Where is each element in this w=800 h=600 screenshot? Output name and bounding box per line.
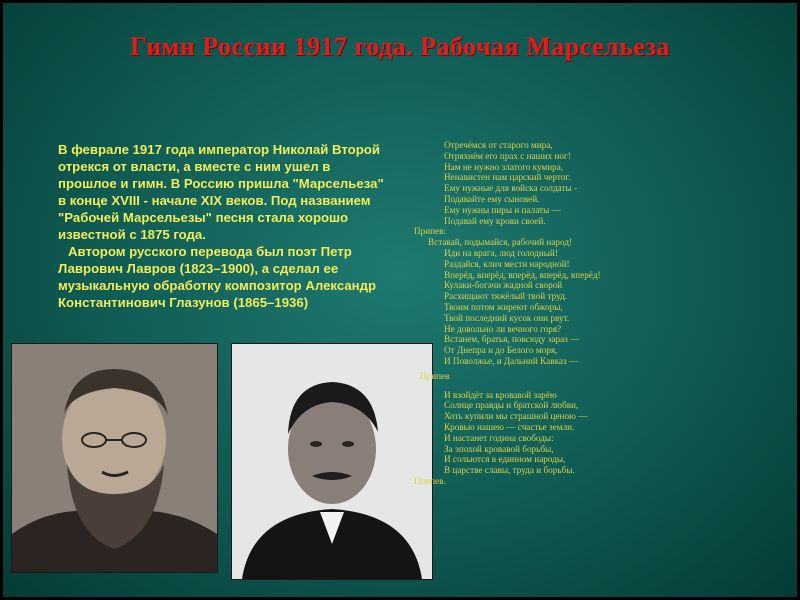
lyric-line: Иди на врага, люд голодный! xyxy=(444,247,558,258)
lavrov-portrait xyxy=(12,344,217,572)
lyric-line: Ему нужные для войска солдаты - xyxy=(444,183,578,194)
lyric-line: И Поволжье, и Дальний Кавказ — xyxy=(444,355,579,366)
lyric-line: Вперёд, вперёд, вперёд, вперёд, вперёд! xyxy=(444,269,601,280)
lyric-line: Нам не нужно златого кумира, xyxy=(444,161,564,172)
lyric-line: Кровью нашею — счастье земли. xyxy=(444,421,575,432)
lyric-line: В царстве славы, труда и борьбы. xyxy=(444,465,575,476)
chorus-label: Припев: xyxy=(414,226,447,237)
lyric-line: Подавай ему крови своей. xyxy=(444,215,546,226)
lyric-line: Раздайся, клич мести народной! xyxy=(444,258,570,269)
lyric-line: Встанем, братья, повсюду зараз — xyxy=(444,334,580,345)
anthem-lyrics xyxy=(414,140,634,487)
lyric-line: Ему нужны пиры и палаты — xyxy=(444,204,561,215)
intro-text xyxy=(58,141,388,311)
lavrov-portrait-image xyxy=(12,344,217,572)
glazunov-portrait-image xyxy=(232,344,432,579)
lyric-line: Расхищают тяжёлый твой труд. xyxy=(444,291,568,302)
lyric-line: Не довольно ли вечного горя? xyxy=(444,323,562,334)
lyric-line: Вставай, подымайся, рабочий народ! xyxy=(428,237,573,248)
lyric-line: Отряхнём его прах с наших ног! xyxy=(444,150,571,161)
lyric-line: Ненавистен нам царский чертог. xyxy=(444,172,571,183)
chorus-label: Припев xyxy=(420,370,450,381)
lyric-line: Солнце правды и братской любви, xyxy=(444,400,579,411)
slide-title: Гимн России 1917 года. Рабочая Марсельеза xyxy=(130,32,670,61)
lyric-line: И взойдёт за кровавой зарёю xyxy=(444,389,557,400)
lyric-line: Кулаки-богачи жадной сворой xyxy=(444,280,563,291)
lyric-line: И сольются в единном народы, xyxy=(444,454,566,465)
chorus-label: Припев. xyxy=(414,475,446,486)
lyric-line: Отречёмся от старого мира, xyxy=(444,140,553,150)
intro-paragraph-2: Автором русского перевода был поэт Петр Лаврович Лавров (1823–1900), а сделал ее музыкальную обработку композитор Александр Константинович Глазунов (1865–1936) xyxy=(58,244,377,310)
lyric-line: Твоим потом жиреют обжоры, xyxy=(444,301,563,312)
glazunov-portrait xyxy=(232,344,432,579)
lyric-line: За эпохой кровавой борьбы, xyxy=(444,443,554,454)
lyric-line: Подавайте ему сыновей. xyxy=(444,193,540,204)
intro-paragraph-1: В феврале 1917 года император Николай Второй отрекся от власти, а вместе с ним ушел в прошлое и гимн. В Россию пришла "Марсельеза" в конце XVIII - начале XIX веков. Под названием "Рабочей Марсельезы" песня стала хорошо известной с 1875 года. xyxy=(58,142,384,242)
lyric-line: Хоть купили мы страшной ценою — xyxy=(444,411,588,422)
lyric-line: От Днепра и до Белого моря, xyxy=(444,345,558,356)
lyric-line: Твой последний кусок они рвут. xyxy=(444,312,570,323)
lyric-line: И настанет година свободы: xyxy=(444,432,554,443)
